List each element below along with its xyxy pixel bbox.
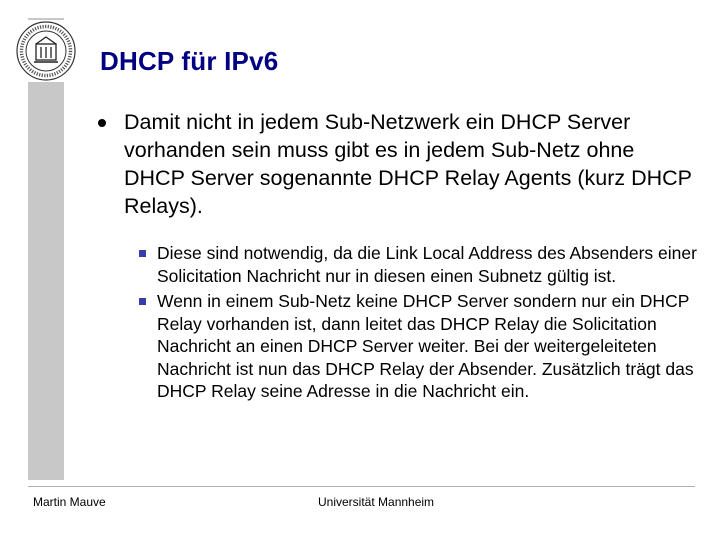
footer-institution: Universität Mannheim — [318, 495, 435, 509]
main-bullet-text: Damit nicht in jedem Sub-Netzwerk ein DHCP Server vorhanden sein muss gibt es in jedem Sub-Netz ohne DHCP Server sogenannte DHCP Relay Agents (kurz DHCP Relays). — [124, 110, 692, 218]
main-bullet-item — [100, 108, 700, 220]
university-seal-logo — [15, 20, 77, 82]
sub-bullet-item — [157, 290, 700, 403]
sidebar-bar — [28, 18, 64, 480]
round-bullet-icon — [98, 119, 106, 127]
sub-bullet-text: Wenn in einem Sub-Netz keine DHCP Server sondern nur ein DHCP Relay vorhanden ist, dann leitet das DHCP Relay die Solicitation Nachricht an einen DHCP Server weiter. Bei der weitergeleiteten Nachricht ist nun das DHCP Relay der Absender. Zusätzlich trägt das DHCP Relay seine Adresse in die Nachricht ein. — [157, 291, 694, 401]
footer-author: Martin Mauve — [33, 495, 106, 509]
sub-bullet-item — [157, 242, 700, 287]
footer-divider — [28, 486, 695, 487]
sub-bullet-text: Diese sind notwendig, da die Link Local Address des Absenders einer Solicitation Nachricht nur in diesen einen Subnetz gültig ist. — [157, 243, 697, 286]
square-bullet-icon — [139, 250, 146, 257]
slide-content — [100, 108, 700, 406]
square-bullet-icon — [139, 298, 146, 305]
slide-title: DHCP für IPv6 — [100, 46, 279, 76]
